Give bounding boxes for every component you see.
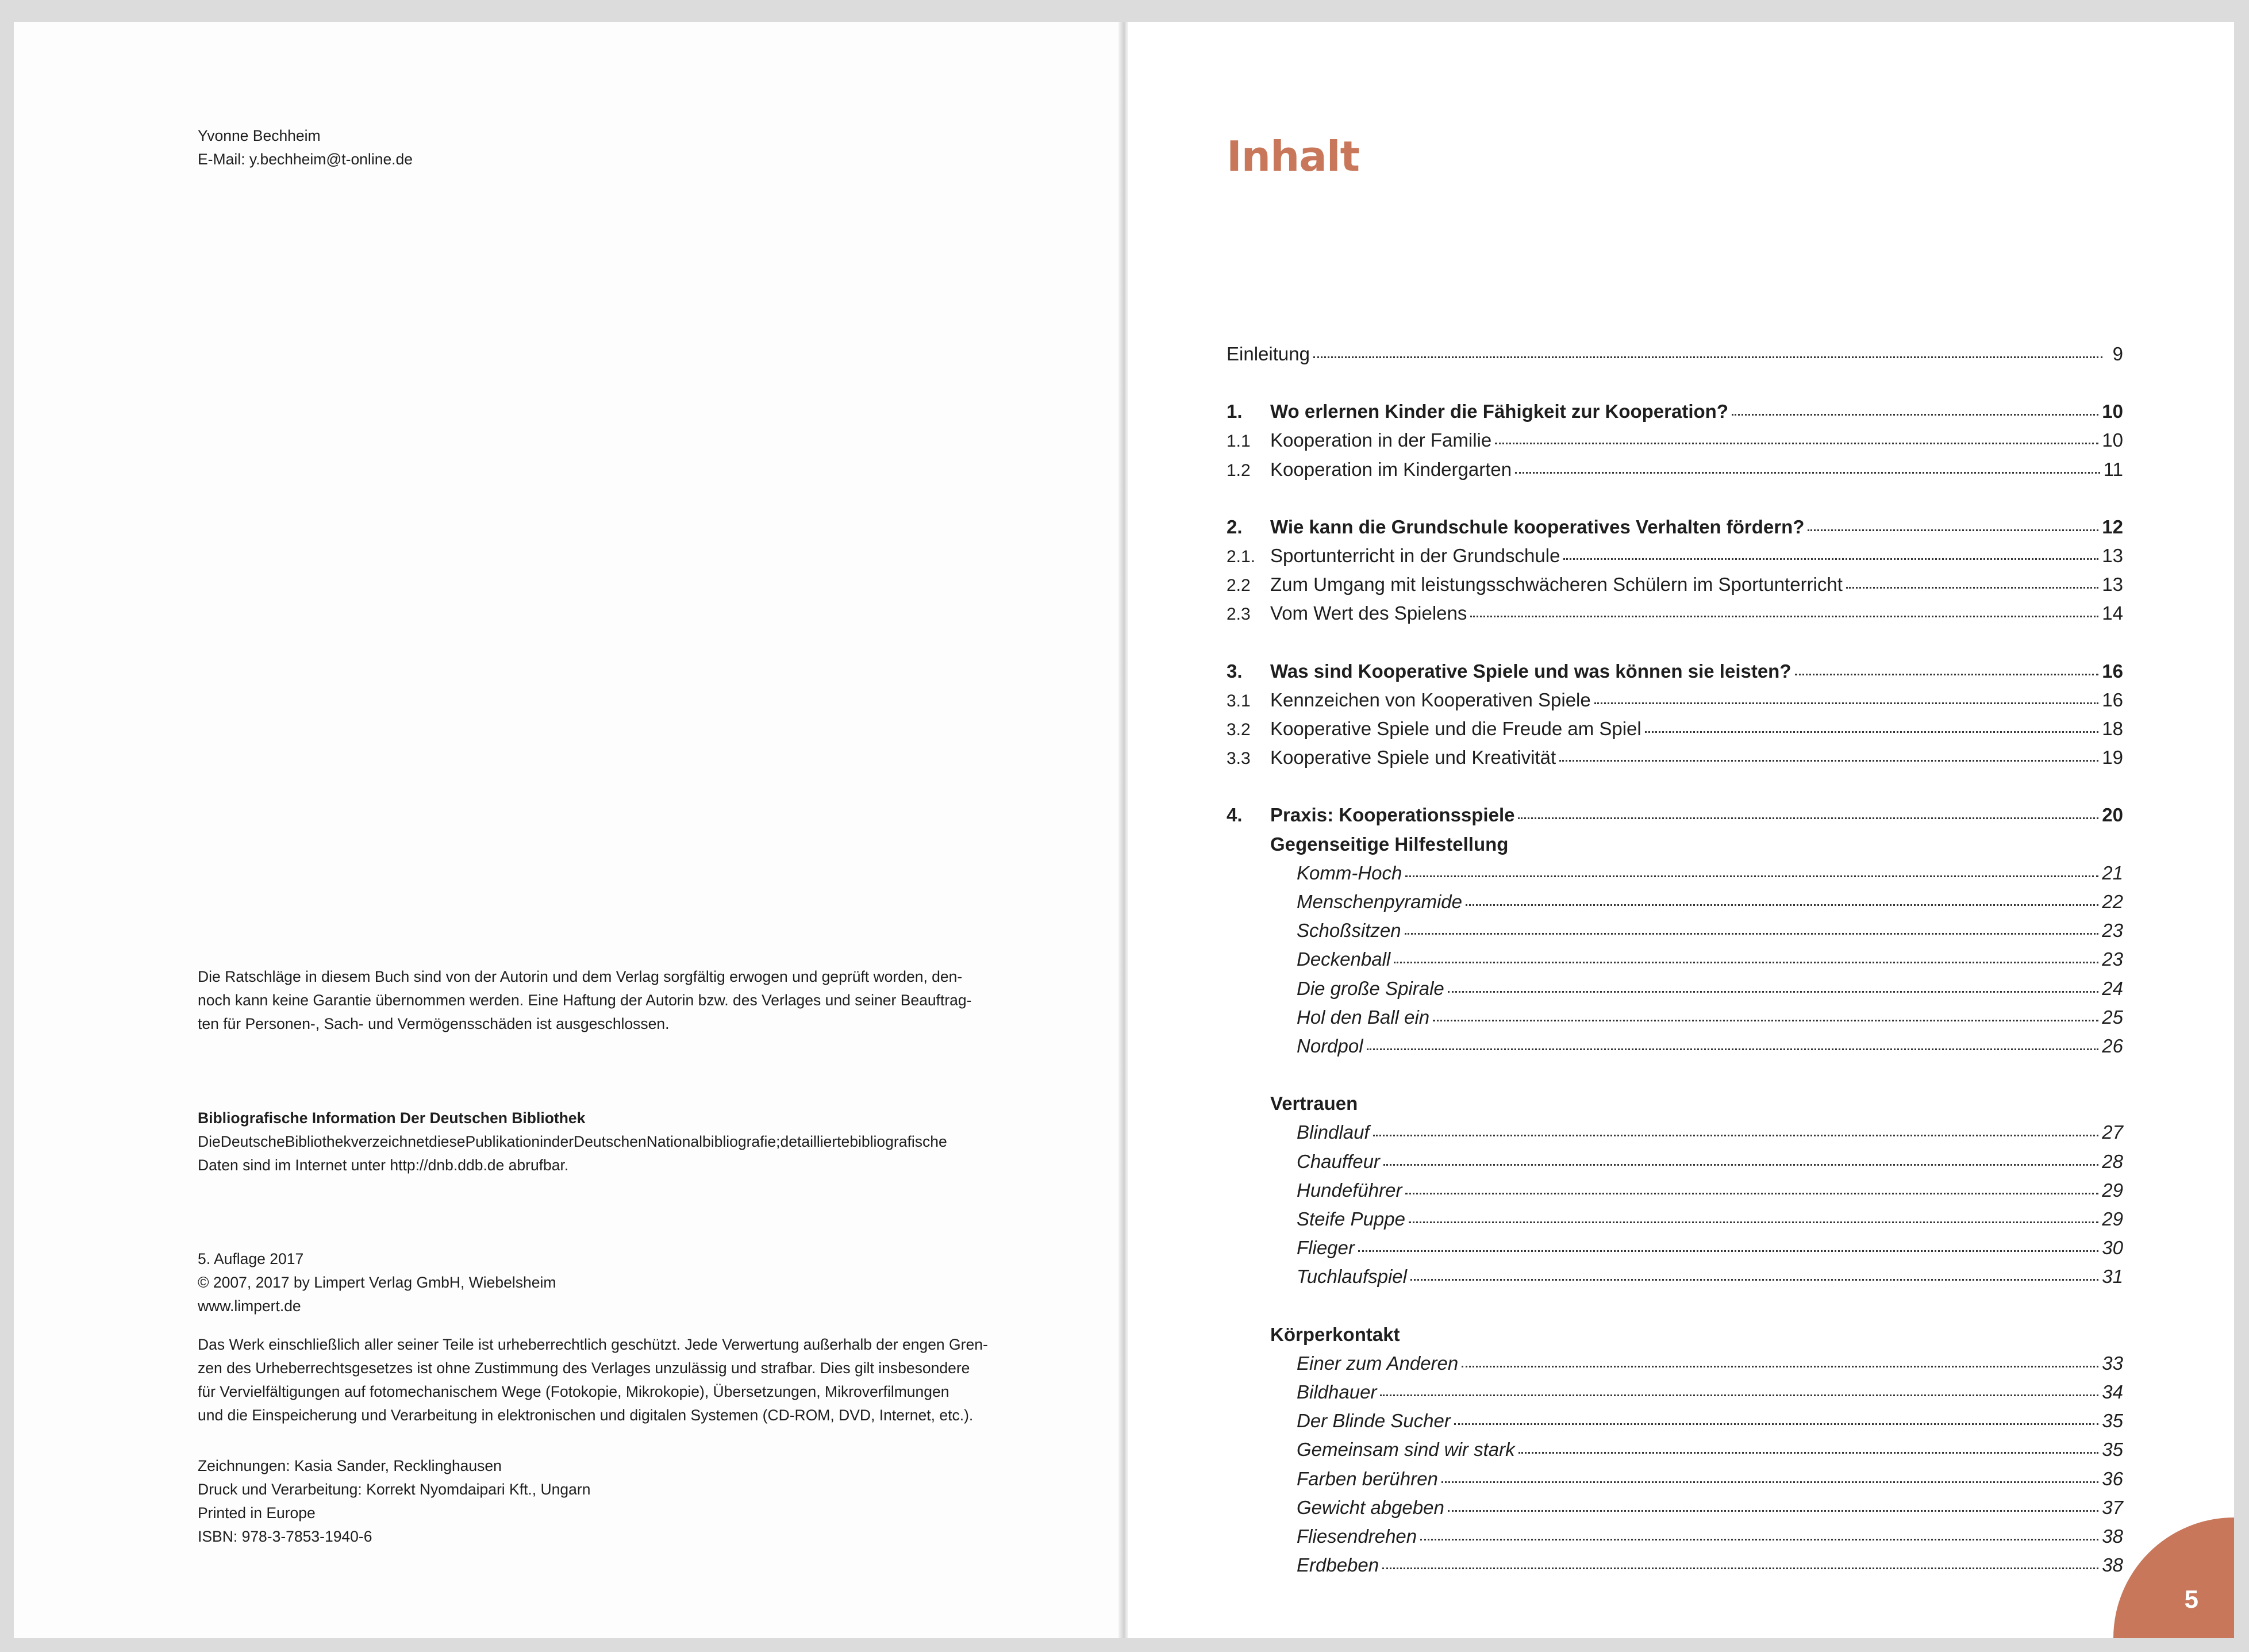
toc-entry bbox=[1227, 1552, 2123, 1578]
toc-entry bbox=[1227, 427, 2123, 454]
toc-dot-leader bbox=[1380, 1394, 2098, 1396]
toc-dot-leader bbox=[1808, 529, 2098, 531]
toc-entry-page: 25 bbox=[2102, 1006, 2123, 1028]
toc-entry bbox=[1227, 341, 2123, 367]
toc-entry-title: Kennzeichen von Kooperativen Spiele bbox=[1270, 689, 1591, 710]
toc-entry-title: Blindlauf bbox=[1297, 1121, 1370, 1143]
toc-entry-number: 2.2 bbox=[1227, 576, 1251, 596]
toc-entry-title: Gewicht abgeben bbox=[1297, 1496, 1444, 1518]
toc-entry-title: Körperkontakt bbox=[1270, 1323, 1400, 1345]
toc-entry-title: Menschenpyramide bbox=[1297, 891, 1462, 912]
toc-entry-title: Deckenball bbox=[1297, 948, 1391, 970]
toc-entry-page: 35 bbox=[2102, 1439, 2123, 1461]
toc-entry-title: Der Blinde Sucher bbox=[1297, 1410, 1451, 1432]
page-corner-badge bbox=[2113, 1517, 2234, 1638]
edition-block bbox=[198, 1247, 556, 1318]
biblio-line: Daten sind im Internet unter http://dnb.ddb.de abrufbar. bbox=[198, 1157, 569, 1174]
toc-entry-title: Kooperation in der Familie bbox=[1270, 429, 1492, 451]
toc-dot-leader bbox=[1518, 817, 2098, 819]
toc-entry-page: 37 bbox=[2102, 1496, 2123, 1518]
toc-entry-page: 38 bbox=[2102, 1526, 2123, 1547]
toc-dot-leader bbox=[1563, 558, 2098, 560]
toc-entry-page: 23 bbox=[2102, 948, 2123, 970]
toc-entry-page: 35 bbox=[2102, 1410, 2123, 1432]
toc-entry-page: 22 bbox=[2102, 891, 2123, 912]
toc-entry-page: 34 bbox=[2102, 1381, 2123, 1403]
biblio-line: DieDeutscheBibliothekverzeichnetdiesePublikationinderDeutschenNationalbibliografie;detailliertebibliografische bbox=[198, 1133, 947, 1150]
toc-entry-page: 29 bbox=[2102, 1208, 2123, 1230]
toc-dot-leader bbox=[1470, 615, 2098, 617]
copyright-notice-line: Das Werk einschließlich aller seiner Teile ist urheberrechtlich geschützt. Jede Verwertung außerhalb der engen Gren- bbox=[198, 1336, 988, 1353]
disclaimer-line: noch kann keine Garantie übernommen werden. Eine Haftung der Autorin bzw. des Verlages und seiner Beauftrag- bbox=[198, 992, 972, 1009]
toc-entry-page: 24 bbox=[2102, 977, 2123, 999]
toc-entry-number: 1.1 bbox=[1227, 432, 1251, 451]
toc-entry bbox=[1227, 1004, 2123, 1031]
toc-entry-title: Komm-Hoch bbox=[1297, 862, 1402, 883]
toc-entry-page: 31 bbox=[2102, 1266, 2123, 1288]
illustrations-credit: Zeichnungen: Kasia Sander, Recklinghausen bbox=[198, 1457, 502, 1474]
toc-entry-title: Farben berühren bbox=[1297, 1467, 1438, 1489]
toc-entry-title: Nordpol bbox=[1297, 1035, 1363, 1056]
toc-dot-leader bbox=[1420, 1538, 2098, 1540]
toc-entry-page: 16 bbox=[2102, 689, 2123, 710]
toc-entry bbox=[1227, 456, 2123, 483]
toc-dot-leader bbox=[1441, 1481, 2098, 1483]
toc-entry bbox=[1227, 1408, 2123, 1434]
toc-entry-page: 12 bbox=[2102, 516, 2123, 537]
toc-entry-page: 29 bbox=[2102, 1179, 2123, 1201]
imprint-page bbox=[14, 22, 1122, 1638]
toc-entry-title: Was sind Kooperative Spiele und was können sie leisten? bbox=[1270, 660, 1791, 682]
toc-dot-leader bbox=[1313, 356, 2102, 358]
toc-entry bbox=[1227, 1321, 2123, 1348]
toc-dot-leader bbox=[1448, 1509, 2098, 1512]
toc-entry bbox=[1227, 1379, 2123, 1405]
toc-dot-leader bbox=[1732, 413, 2098, 416]
toc-entry-title: Sportunterricht in der Grundschule bbox=[1270, 545, 1560, 566]
toc-entry bbox=[1227, 658, 2123, 685]
toc-entry-page: 18 bbox=[2102, 718, 2123, 739]
toc-dot-leader bbox=[1795, 673, 2099, 675]
toc-entry-page: 36 bbox=[2102, 1467, 2123, 1489]
toc-dot-leader bbox=[1405, 1192, 2098, 1194]
toc-entry bbox=[1227, 946, 2123, 973]
toc-entry-title: Vertrauen bbox=[1270, 1093, 1358, 1115]
bibliographic-info bbox=[198, 1107, 1048, 1177]
biblio-heading: Bibliografische Information Der Deutschen Bibliothek bbox=[198, 1109, 586, 1127]
toc-entry bbox=[1227, 860, 2123, 886]
toc-entry-page: 38 bbox=[2102, 1554, 2123, 1576]
toc-entry-title: Tuchlaufspiel bbox=[1297, 1266, 1407, 1288]
page-number: 5 bbox=[2184, 1585, 2198, 1613]
toc-entry bbox=[1227, 1148, 2123, 1175]
toc-entry-title: Kooperative Spiele und Kreativität bbox=[1270, 747, 1556, 769]
toc-entry-title: Die große Spirale bbox=[1297, 977, 1444, 999]
toc-entry-page: 19 bbox=[2102, 747, 2123, 769]
toc-entry bbox=[1227, 514, 2123, 540]
toc-dot-leader bbox=[1383, 1163, 2098, 1166]
toc-entry-page: 11 bbox=[2103, 458, 2123, 480]
toc-entry-number: 1.2 bbox=[1227, 460, 1251, 480]
toc-dot-leader bbox=[1382, 1567, 2098, 1569]
toc-dot-leader bbox=[1405, 875, 2098, 877]
toc-entry-title: Schoßsitzen bbox=[1297, 920, 1401, 942]
toc-entry bbox=[1227, 1119, 2123, 1146]
toc-entry-number: 1. bbox=[1227, 401, 1243, 422]
copyright-notice-line: für Vervielfältigungen auf fotomechanischem Wege (Fotokopie, Mikrokopie), Übersetzungen, Mikroverfilmungen bbox=[198, 1383, 949, 1400]
toc-entry bbox=[1227, 831, 2123, 858]
toc-entry-title: Hundeführer bbox=[1297, 1179, 1402, 1201]
copyright-notice-line: und die Einspeicherung und Verarbeitung in elektronischen und digitalen Systemen (CD-ROM, DVD, Internet, etc.). bbox=[198, 1407, 974, 1424]
toc-entry-title: Praxis: Kooperationsspiele bbox=[1270, 804, 1515, 826]
toc-entry bbox=[1227, 1466, 2123, 1492]
toc-entry-page: 10 bbox=[2102, 429, 2123, 451]
toc-entry-title: Zum Umgang mit leistungsschwächeren Schülern im Sportunterricht bbox=[1270, 574, 1843, 596]
toc-entry bbox=[1227, 687, 2123, 713]
toc-entry bbox=[1227, 1177, 2123, 1204]
toc-dot-leader bbox=[1515, 471, 2100, 474]
toc-entry bbox=[1227, 1523, 2123, 1550]
toc-entry bbox=[1227, 1263, 2123, 1290]
toc-dot-leader bbox=[1518, 1451, 2099, 1454]
toc-dot-leader bbox=[1462, 1365, 2098, 1367]
toc-entry-number: 3.3 bbox=[1227, 749, 1251, 769]
toc-entry-page: 9 bbox=[2112, 343, 2123, 364]
toc-dot-leader bbox=[1367, 1048, 2099, 1050]
toc-entry-page: 13 bbox=[2102, 545, 2123, 566]
toc-entry-number: 3. bbox=[1227, 660, 1243, 682]
toc-entry-page: 14 bbox=[2102, 602, 2123, 624]
toc-entry-page: 28 bbox=[2102, 1150, 2123, 1172]
toc-dot-leader bbox=[1466, 904, 2098, 906]
toc-entry-title: Hol den Ball ein bbox=[1297, 1006, 1430, 1028]
toc-entry-page: 13 bbox=[2102, 574, 2123, 596]
toc-dot-leader bbox=[1448, 990, 2099, 993]
author-block bbox=[198, 124, 413, 171]
toc-entry bbox=[1227, 975, 2123, 1002]
toc-entry-title: Gegenseitige Hilfestellung bbox=[1270, 833, 1509, 855]
toc-entry-title: Flieger bbox=[1297, 1237, 1355, 1259]
toc-entry-title: Wie kann die Grundschule kooperatives Verhalten fördern? bbox=[1270, 516, 1805, 537]
toc-entry bbox=[1227, 1033, 2123, 1059]
page-title: Inhalt bbox=[1227, 132, 1359, 180]
printed-in: Printed in Europe bbox=[198, 1504, 316, 1522]
toc-entry-number: 2. bbox=[1227, 516, 1243, 537]
toc-entry-title: Kooperative Spiele und die Freude am Spiel bbox=[1270, 718, 1641, 739]
toc-entry-title: Steife Puppe bbox=[1297, 1208, 1405, 1230]
toc-entry bbox=[1227, 543, 2123, 569]
toc-dot-leader bbox=[1594, 702, 2099, 704]
toc-entry bbox=[1227, 744, 2123, 771]
toc-entry-number: 2.1. bbox=[1227, 547, 1256, 566]
toc-dot-leader bbox=[1394, 961, 2098, 963]
toc-entry bbox=[1227, 1436, 2123, 1463]
toc-entry bbox=[1227, 398, 2123, 425]
toc-entry-page: 33 bbox=[2102, 1352, 2123, 1374]
toc-entry-title: Wo erlernen Kinder die Fähigkeit zur Kooperation? bbox=[1270, 401, 1728, 422]
toc-dot-leader bbox=[1559, 759, 2098, 762]
toc-entry-page: 16 bbox=[2102, 660, 2123, 682]
toc-entry bbox=[1227, 600, 2123, 627]
printing-credit: Druck und Verarbeitung: Korrekt Nyomdaipari Kft., Ungarn bbox=[198, 1481, 591, 1498]
toc-entry-title: Einleitung bbox=[1227, 343, 1310, 364]
toc-entry bbox=[1227, 716, 2123, 742]
credits-block bbox=[198, 1454, 590, 1549]
toc-dot-leader bbox=[1405, 932, 2099, 935]
copyright-line: © 2007, 2017 by Limpert Verlag GmbH, Wiebelsheim bbox=[198, 1274, 556, 1291]
toc-entry bbox=[1227, 917, 2123, 944]
copyright-notice bbox=[198, 1333, 1048, 1427]
toc-dot-leader bbox=[1846, 586, 2098, 589]
toc-entry bbox=[1227, 802, 2123, 828]
toc-entry-number: 3.2 bbox=[1227, 720, 1251, 739]
toc-entry-number: 3.1 bbox=[1227, 691, 1251, 710]
contents-page bbox=[1128, 22, 2234, 1638]
toc-entry-title: Fliesendrehen bbox=[1297, 1526, 1417, 1547]
toc-dot-leader bbox=[1409, 1221, 2098, 1223]
toc-entry bbox=[1227, 1495, 2123, 1521]
toc-entry bbox=[1227, 1350, 2123, 1377]
toc-entry-title: Kooperation im Kindergarten bbox=[1270, 458, 1512, 480]
toc-entry bbox=[1227, 889, 2123, 915]
isbn: ISBN: 978-3-7853-1940-6 bbox=[198, 1528, 372, 1545]
toc-entry-page: 20 bbox=[2102, 804, 2123, 826]
toc-entry-page: 30 bbox=[2102, 1237, 2123, 1259]
copyright-notice-line: zen des Urheberrechtsgesetzes ist ohne Zustimmung des Verlages unzulässig und strafbar. Dies gilt insbesondere bbox=[198, 1359, 970, 1377]
disclaimer-block bbox=[198, 965, 1048, 1036]
toc-entry bbox=[1227, 1235, 2123, 1261]
toc-entry-title: Einer zum Anderen bbox=[1297, 1352, 1459, 1374]
toc-entry-title: Gemeinsam sind wir stark bbox=[1297, 1439, 1515, 1461]
toc-entry bbox=[1227, 1090, 2123, 1117]
toc-entry-page: 21 bbox=[2102, 862, 2123, 883]
toc-entry bbox=[1227, 571, 2123, 598]
toc-dot-leader bbox=[1454, 1423, 2098, 1425]
toc-dot-leader bbox=[1373, 1134, 2099, 1136]
toc-entry-page: 23 bbox=[2102, 920, 2123, 942]
author-name: Yvonne Bechheim bbox=[198, 127, 321, 144]
toc-entry-number: 4. bbox=[1227, 804, 1243, 826]
toc-dot-leader bbox=[1433, 1019, 2098, 1021]
author-email: E-Mail: y.bechheim@t-online.de bbox=[198, 151, 413, 168]
toc-dot-leader bbox=[1495, 442, 2098, 444]
disclaimer-line: ten für Personen-, Sach- und Vermögensschäden ist ausgeschlossen. bbox=[198, 1015, 670, 1032]
toc-dot-leader bbox=[1358, 1250, 2098, 1252]
toc-entry bbox=[1227, 1206, 2123, 1232]
toc-dot-leader bbox=[1410, 1278, 2098, 1281]
toc-entry-title: Erdbeben bbox=[1297, 1554, 1379, 1576]
disclaimer-line: Die Ratschläge in diesem Buch sind von der Autorin und dem Verlag sorgfältig erwogen und geprüft worden, den- bbox=[198, 968, 963, 985]
toc-entry-page: 27 bbox=[2102, 1121, 2123, 1143]
toc-dot-leader bbox=[1645, 731, 2099, 733]
toc-entry-title: Chauffeur bbox=[1297, 1150, 1380, 1172]
edition-line: 5. Auflage 2017 bbox=[198, 1250, 304, 1267]
toc-entry-title: Bildhauer bbox=[1297, 1381, 1377, 1403]
toc-entry-title: Vom Wert des Spielens bbox=[1270, 602, 1467, 624]
toc-entry-page: 10 bbox=[2102, 401, 2123, 422]
toc-entry-page: 26 bbox=[2102, 1035, 2123, 1056]
publisher-website: www.limpert.de bbox=[198, 1297, 301, 1315]
toc-entry-number: 2.3 bbox=[1227, 605, 1251, 624]
